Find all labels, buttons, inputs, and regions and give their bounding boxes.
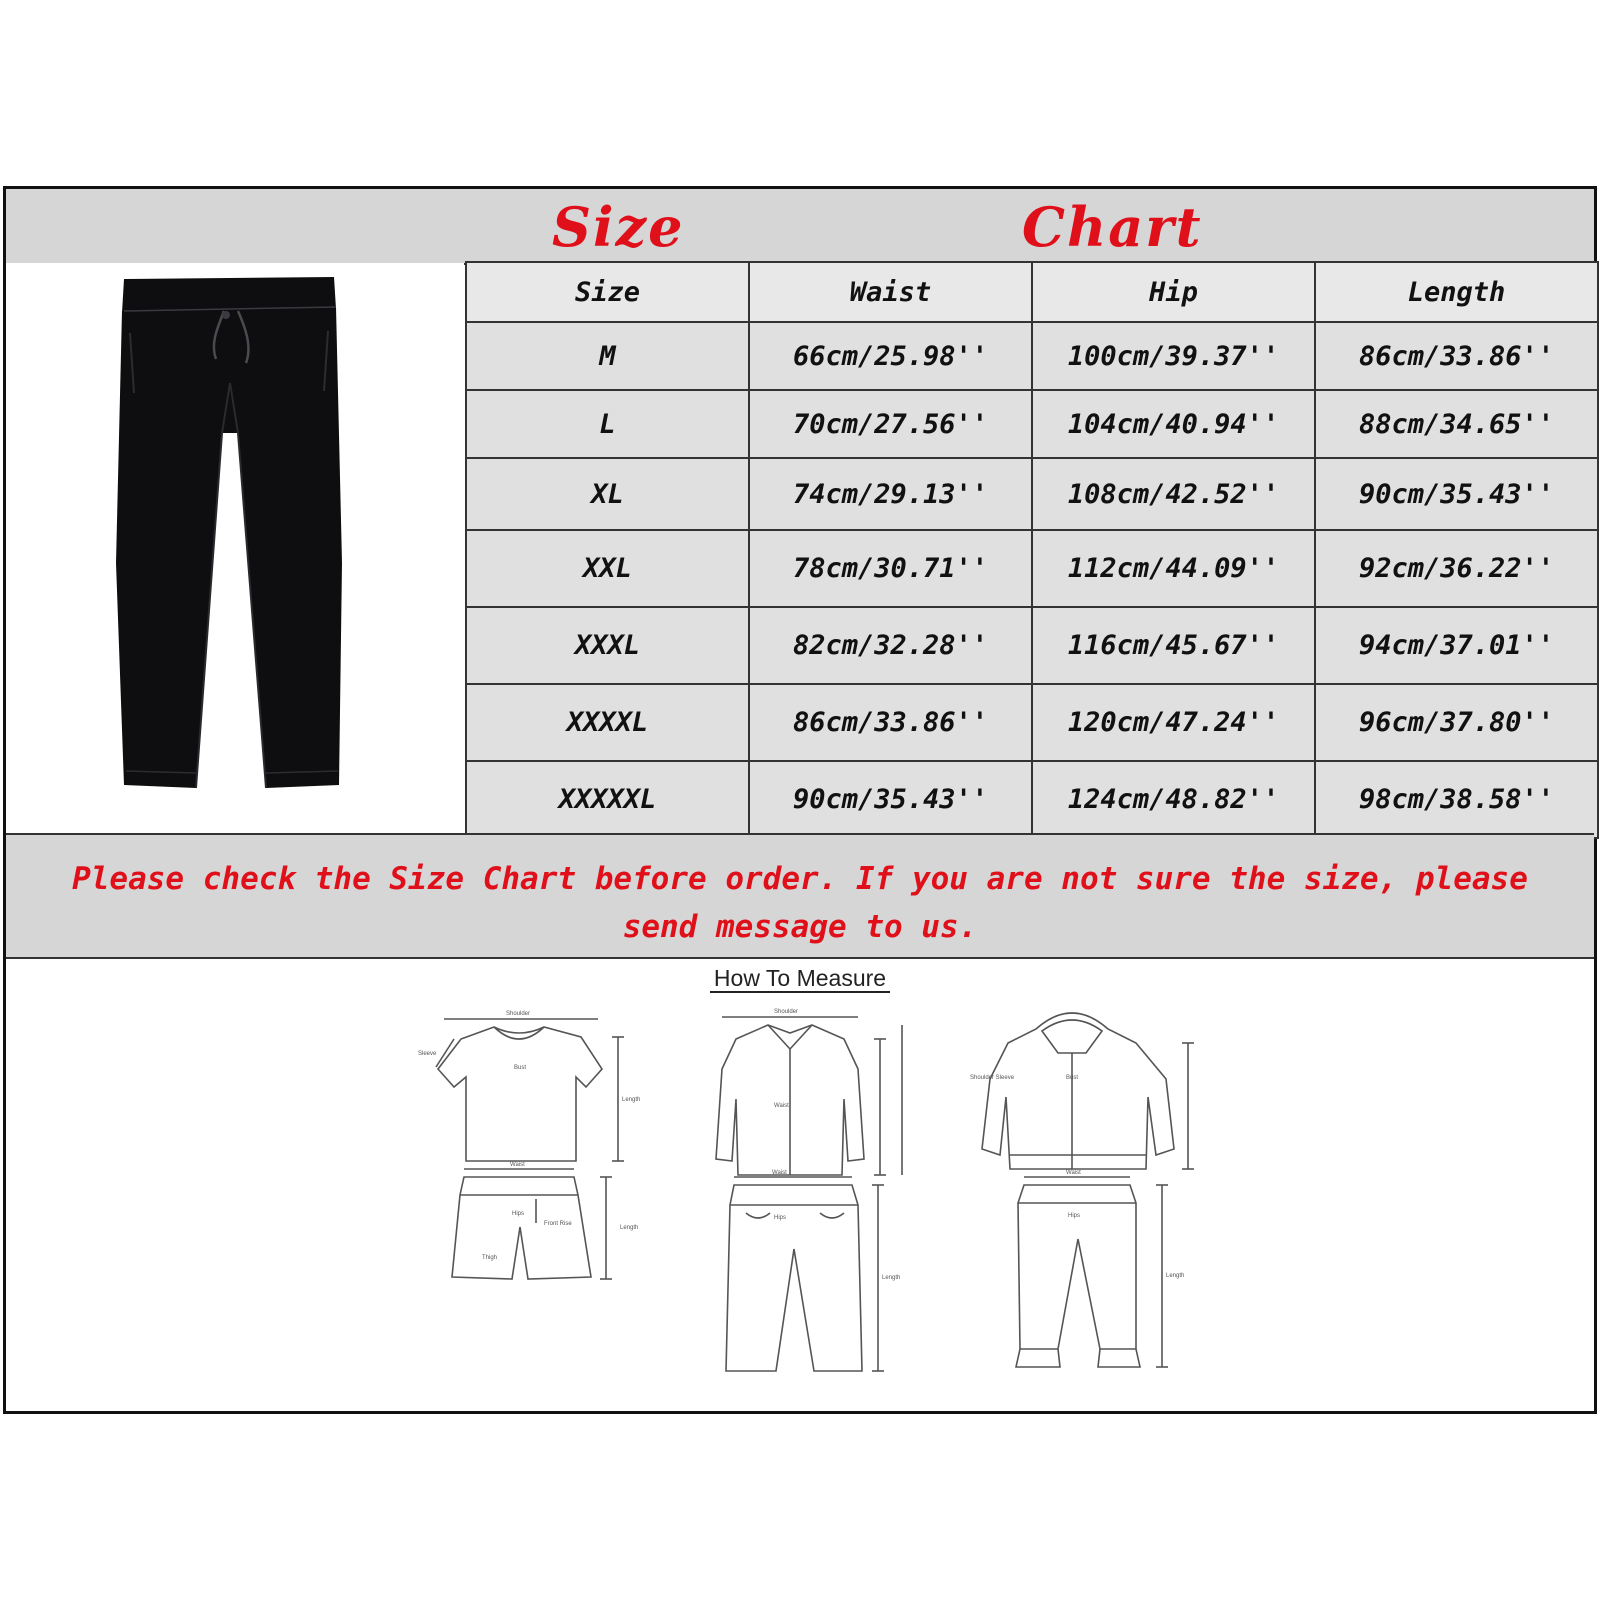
label-waist: Waist (774, 1103, 789, 1109)
cell-size: M (466, 322, 749, 390)
pants-image (6, 263, 464, 829)
cell-size: XXL (466, 530, 749, 607)
notice-line-2: send message to us. (622, 909, 978, 945)
shirt-diagram (716, 1017, 902, 1175)
cell-length: 98cm/38.58'' (1315, 761, 1598, 838)
notice-line-1: Please check the Size Chart before order. If you are not sure the size, please (72, 861, 1528, 897)
label-waist: Waist (772, 1170, 787, 1176)
cell-length: 88cm/34.65'' (1315, 390, 1598, 458)
cell-waist: 82cm/32.28'' (749, 607, 1032, 684)
label-length: Length (622, 1097, 641, 1103)
cell-waist: 74cm/29.13'' (749, 458, 1032, 530)
measure-diagrams (6, 959, 1600, 1411)
label-front-rise: Front Rise (544, 1221, 572, 1227)
product-photo (6, 263, 464, 829)
cell-size: XXXXL (466, 684, 749, 761)
table-row (466, 684, 1598, 761)
cell-waist: 78cm/30.71'' (749, 530, 1032, 607)
header-size: Size (466, 262, 749, 322)
trousers-diagram (726, 1177, 884, 1371)
table-row (466, 530, 1598, 607)
cell-length: 94cm/37.01'' (1315, 607, 1598, 684)
hoodie-diagram (982, 1013, 1194, 1169)
cell-waist: 86cm/33.86'' (749, 684, 1032, 761)
cell-hip: 120cm/47.24'' (1032, 684, 1315, 761)
joggers-diagram (1016, 1177, 1168, 1367)
label-sleeve: Sleeve (418, 1051, 437, 1057)
label-shoulder: Shoulder (774, 1009, 799, 1015)
cell-hip: 100cm/39.37'' (1032, 322, 1315, 390)
cell-waist: 66cm/25.98'' (749, 322, 1032, 390)
cell-length: 86cm/33.86'' (1315, 322, 1598, 390)
cell-hip: 108cm/42.52'' (1032, 458, 1315, 530)
tshirt-diagram (436, 1019, 624, 1161)
table-header-row (466, 262, 1598, 322)
cell-waist: 90cm/35.43'' (749, 761, 1032, 838)
label-bust: Bust (514, 1065, 527, 1071)
cell-size: XXXXXL (466, 761, 749, 838)
table-row (466, 458, 1598, 530)
label-length: Length (620, 1225, 639, 1231)
title-band (6, 189, 1594, 265)
label-waist: Waist (510, 1162, 525, 1168)
header-length: Length (1315, 262, 1598, 322)
table-row (466, 761, 1598, 838)
header-waist: Waist (749, 262, 1032, 322)
measure-title: How To Measure (6, 965, 1594, 992)
label-shoulder: Shoulder (506, 1011, 531, 1017)
cell-hip: 116cm/45.67'' (1032, 607, 1315, 684)
how-to-measure-section (6, 959, 1594, 1411)
label-hips: Hips (774, 1215, 787, 1221)
shorts-diagram (452, 1169, 612, 1279)
size-table (465, 261, 1599, 839)
cell-size: XL (466, 458, 749, 530)
cell-waist: 70cm/27.56'' (749, 390, 1032, 458)
label-bust: Bust (1066, 1075, 1079, 1081)
label-length: Length (882, 1275, 901, 1281)
cell-size: XXXL (466, 607, 749, 684)
label-shoulder-sleeve: Shoulder Sleeve (970, 1075, 1015, 1081)
cell-length: 96cm/37.80'' (1315, 684, 1598, 761)
cell-hip: 104cm/40.94'' (1032, 390, 1315, 458)
table-row (466, 390, 1598, 458)
table-row (466, 322, 1598, 390)
title-chart: Chart (1022, 195, 1203, 259)
size-chart-frame (3, 186, 1597, 1414)
label-hips: Hips (512, 1211, 525, 1217)
cell-length: 92cm/36.22'' (1315, 530, 1598, 607)
cell-size: L (466, 390, 749, 458)
label-waist: Waist (1066, 1170, 1081, 1176)
header-hip: Hip (1032, 262, 1315, 322)
label-hips: Hips (1068, 1213, 1081, 1219)
order-notice (6, 833, 1594, 959)
table-row (466, 607, 1598, 684)
cell-hip: 112cm/44.09'' (1032, 530, 1315, 607)
title-size: Size (552, 195, 685, 259)
label-thigh: Thigh (482, 1255, 498, 1261)
cell-hip: 124cm/48.82'' (1032, 761, 1315, 838)
cell-length: 90cm/35.43'' (1315, 458, 1598, 530)
label-length: Length (1166, 1273, 1185, 1279)
